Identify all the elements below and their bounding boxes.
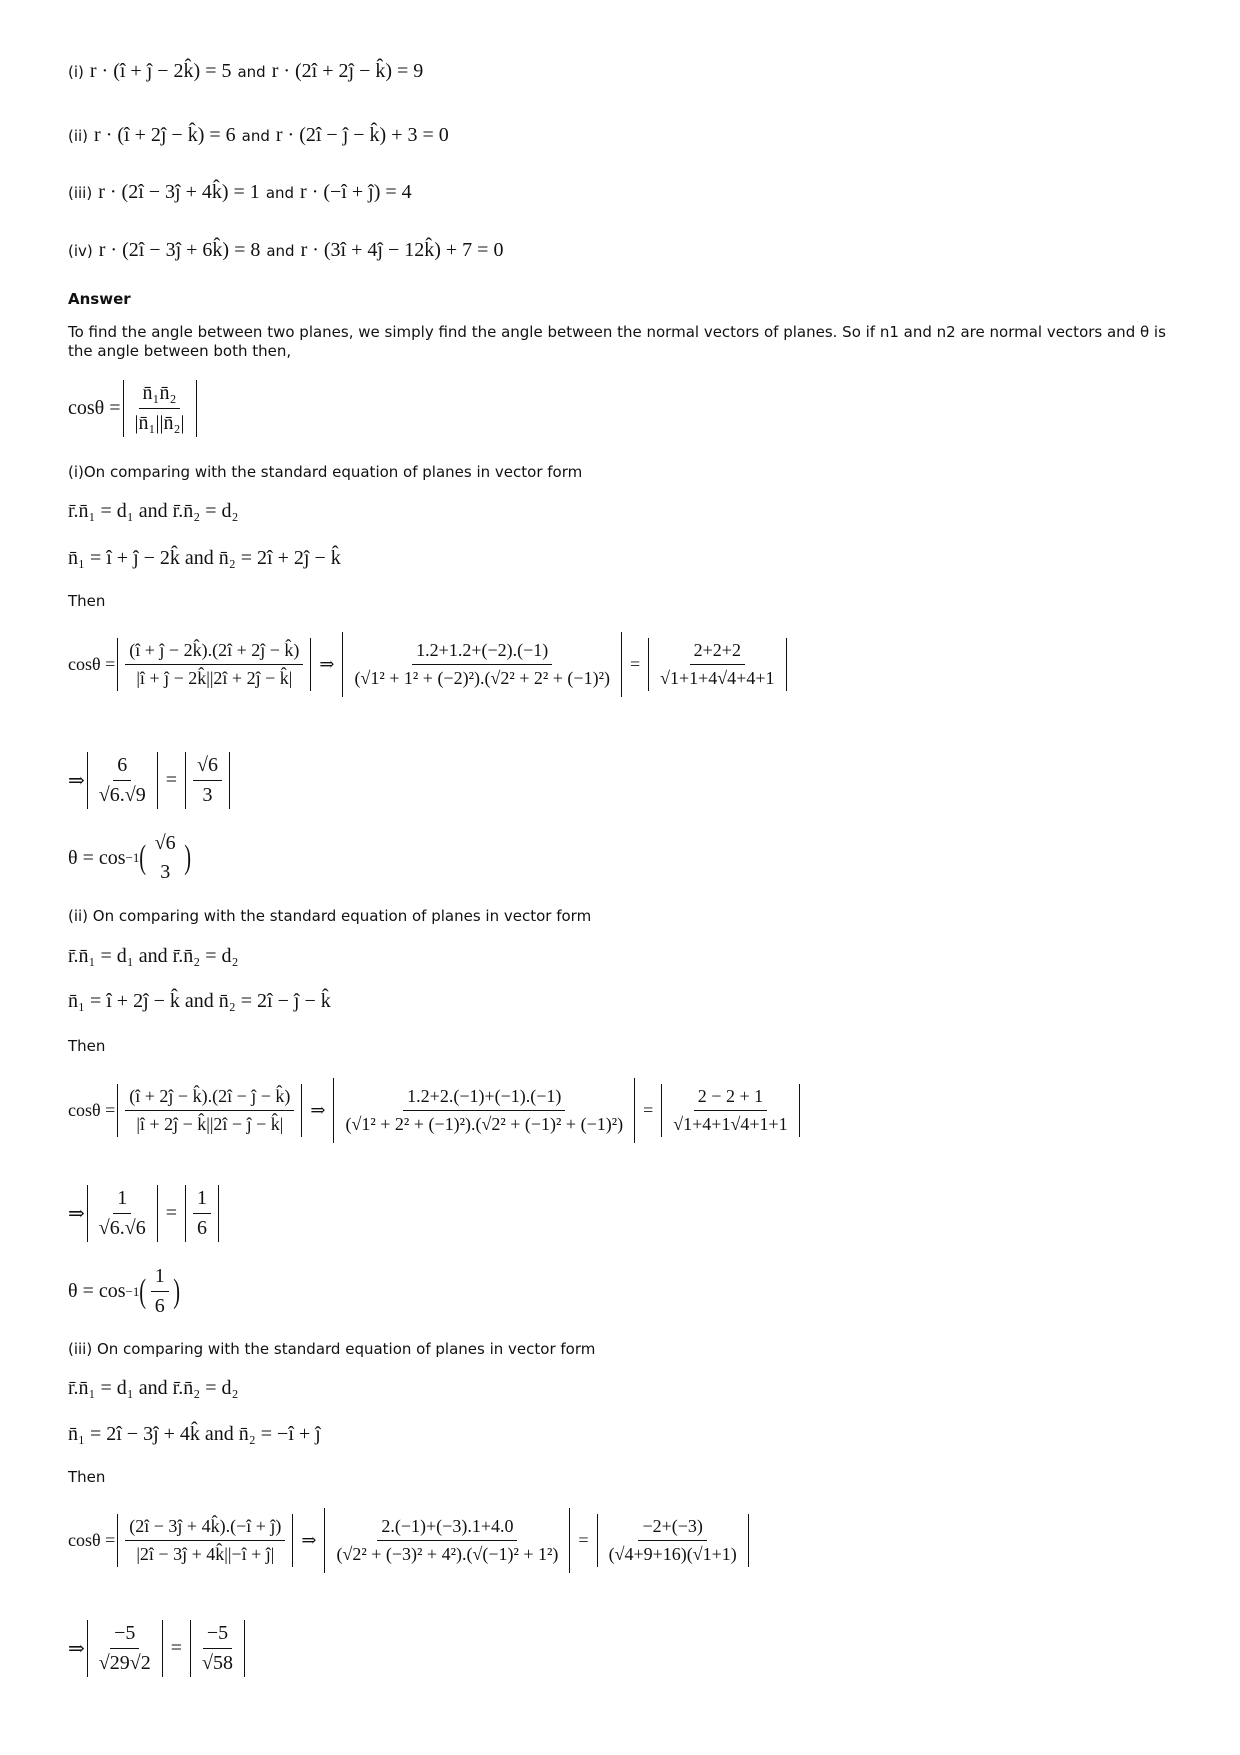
part-iii-heading: (iii) On comparing with the standard equation of planes in vector form xyxy=(68,1340,596,1358)
question-iv: (iv) r · (2î − 3ĵ + 6k̂) = 8 and r · (3î + 4ĵ − 12k̂) + 7 = 0 xyxy=(68,239,504,261)
part-iii-standard-form: r̄.n̄₁ = d₁ and r̄.n̄₂ = d₂ xyxy=(68,1377,239,1399)
cos-formula: cosθ = $\frac{\text{n̄₁n̄₂}}{\text{|n̄₁||n̄₂|}}$ xyxy=(68,380,199,437)
question-i: (i) r · (î + ĵ − 2k̂) = 5 and r · (2î + 2ĵ − k̂) = 9 xyxy=(68,60,424,82)
part-iii-reduction: ⇒ $\frac{-5}{√29√2}$ = $\frac{-5}{√58}$ xyxy=(68,1620,247,1677)
part-i-theta: θ = cos −1 ( √6 3 ) xyxy=(68,832,191,883)
intro-paragraph: To find the angle between two planes, we simply find the angle between the normal vectors of planes. So if n1 and n2 are normal vectors and θ is the angle between both then, xyxy=(68,323,1166,360)
part-ii-reduction: ⇒ $\frac{1}{√6.√6}$ = $\frac{1}{6}$ xyxy=(68,1185,221,1242)
part-ii-theta: θ = cos −1 ( $\frac{1}{6}$ ) xyxy=(68,1265,180,1317)
part-i-standard-form: r̄.n̄₁ = d₁ and r̄.n̄₂ = d₂ xyxy=(68,500,239,522)
question-iii: (iii) r · (2î − 3ĵ + 4k̂) = 1 and r · (−î + ĵ) = 4 xyxy=(68,181,412,203)
part-iii-then: Then xyxy=(68,1468,106,1486)
part-i-then: Then xyxy=(68,592,106,610)
part-ii-heading: (ii) On comparing with the standard equation of planes in vector form xyxy=(68,907,592,925)
part-ii-normals: n̄₁ = î + 2ĵ − k̂ and n̄₂ = 2î − ĵ − k̂ xyxy=(68,990,331,1012)
part-ii-then: Then xyxy=(68,1037,106,1055)
part-i-cos-calc: cosθ = $\frac{(î + ĵ - 2k̂).(2î + 2ĵ - k̂)}{|î + ĵ - 2k̂||2î + 2ĵ - k̂|}$ ⇒ $\frac{1.2+1.2+(-2).(-1)}{\text{(√1² + 1² + (−2)²).(√2² + 2² + (−1)²)}}$ = $\frac{2+2+2}{√1+1+4√4+4+1}$ xyxy=(68,632,789,697)
part-iii-cos-calc: cosθ = $\frac{(2î - 3ĵ + 4k̂).(-î + ĵ)}{|2î - 3ĵ + 4k̂||-î + ĵ|}$ ⇒ $\frac{2.(-1)+(-3).1+4.0}{\text{(√2² + (−3)² + 4²).(√(−1)² + 1²)}}$ = $\frac{-2+(-3)}{(√4+9+16)(√1+1)}$ xyxy=(68,1508,751,1573)
part-i-heading: (i)On comparing with the standard equation of planes in vector form xyxy=(68,463,583,481)
part-ii-cos-calc: cosθ = $\frac{(î + 2ĵ - k̂).(2î - ĵ - k̂)}{|î + 2ĵ - k̂||2î - ĵ - k̂|}$ ⇒ $\frac{1.2+2.(-1)+(-1).(-1)}{\text{(√1² + 2² + (−1)²).(√2² + (−1)² + (−1)²)}}$ = $\frac{2 - 2 + 1}{√1+4+1√4+1+1}$ xyxy=(68,1078,802,1143)
answer-heading: Answer xyxy=(68,290,131,308)
part-i-reduction: ⇒ $\frac{6}{√6.√9}$ = $\frac{√6}{3}$ xyxy=(68,752,232,809)
part-i-normals: n̄₁ = î + ĵ − 2k̂ and n̄₂ = 2î + 2ĵ − k̂ xyxy=(68,547,341,569)
question-ii: (ii) r · (î + 2ĵ − k̂) = 6 and r · (2î − ĵ − k̂) + 3 = 0 xyxy=(68,124,449,146)
part-ii-standard-form: r̄.n̄₁ = d₁ and r̄.n̄₂ = d₂ xyxy=(68,945,239,967)
part-iii-normals: n̄₁ = 2î − 3ĵ + 4k̂ and n̄₂ = −î + ĵ xyxy=(68,1423,321,1445)
